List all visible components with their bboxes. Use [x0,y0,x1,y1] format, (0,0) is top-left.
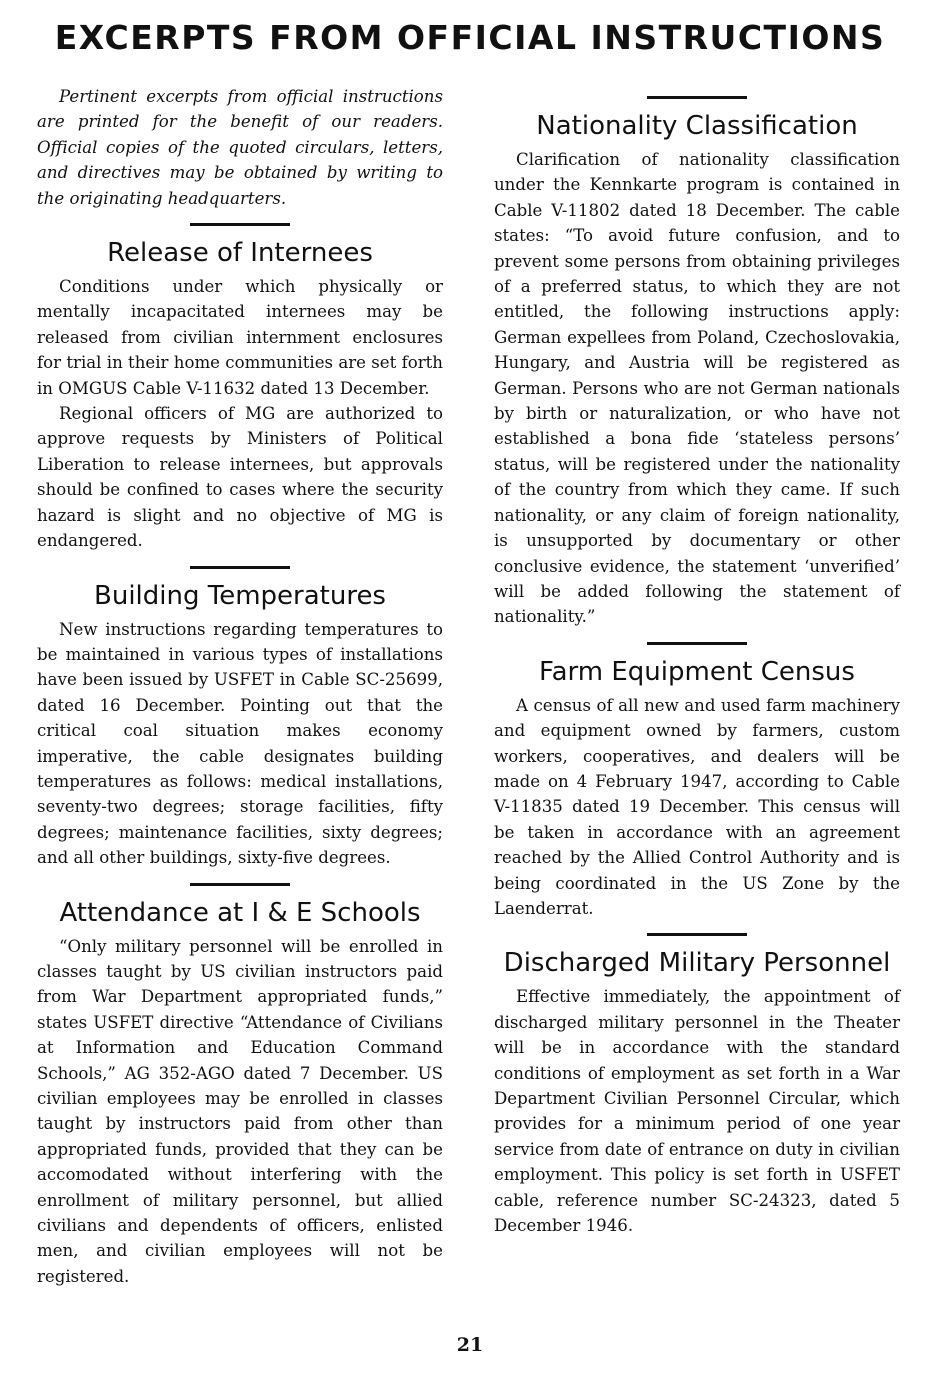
heading-discharged-military-personnel: Discharged Military Personnel [503,948,891,979]
paragraph: A census of all new and used farm machinery and equipment owned by farmers, custom workers, cooperatives, and dealers will be made on 4 February 1947, according to Cable V-11835 dated 19 December. This census will be taken in accordance with an agreement reached by the Allied Control Authority and is being coordinated in the US Zone by the Laenderrat. [494,695,900,918]
heading-attendance-at-ie-schools: Attendance at I & E Schools [59,897,421,928]
section-divider [647,933,747,936]
heading-nationality-classification: Nationality Classification [536,111,858,141]
heading-release-of-internees: Release of Internees [107,238,373,269]
section-divider [190,883,290,886]
paragraph: New instructions regarding temperatures to be maintained in various types of installations have been issued by USFET in Cable SC-25699, dated 16 December. Pointing out that the critical coal situation makes economy imperative, the cable designates building temperatures as follows: medical installations, seventy-two degrees; storage facilities, fifty degrees; maintenance facilities, sixty degrees; and all other buildings, sixty-five degrees. [37,619,443,868]
section-divider [190,566,290,569]
intro-paragraph: Pertinent excerpts from official instructions are printed for the benefit of our readers. Official copies of the quoted circulars, letters, and directives may be obtained by writing to the originating headquarters. [37,87,443,208]
right-column [494,84,900,1238]
heading-farm-equipment-census: Farm Equipment Census [539,656,855,687]
section-divider [190,223,290,226]
paragraph: Effective immediately, the appointment of discharged military personnel in the Theater will be in accordance with the standard conditions of employment as set forth in a War Department Civilian Personnel Circular, which provides for a minimum period of one year service from date of entrance on duty in civilian employment. This policy is set forth in USFET cable, reference number SC-24323, dated 5 December 1946. [494,987,900,1236]
left-column [37,84,443,1289]
page-title: EXCERPTS FROM OFFICIAL INSTRUCTIONS [54,18,886,57]
paragraph: Conditions under which physically or mentally incapacitated internees may be released from civilian internment enclosures for trial in their home communities are set forth in OMGUS Cable V-11632 dated 13 December. [37,277,443,398]
paragraph: “Only military personnel will be enrolled in classes taught by US civilian instructors paid from War Department appropriated funds,” states USFET directive “Attendance of Civilians at Information and Education Command Schools,” AG 352-AGO dated 7 December. US civilian employees may be enrolled in classes taught by instructors paid from other than appropriated funds, provided that they can be accomodated without interfering with the enrollment of military personnel, but allied civilians and dependents of officers, enlisted men, and civilian employees will not be registered. [37,936,443,1286]
section-divider [647,642,747,645]
heading-building-temperatures: Building Temperatures [94,580,386,611]
paragraph: Regional officers of MG are authorized to approve requests by Ministers of Political Liberation to release internees, but approvals should be confined to cases where the security hazard is slight and no objective of MG is endangered. [37,404,443,551]
page-number: 21 [456,1334,484,1356]
section-divider [647,96,747,99]
paragraph: Clarification of nationality classification under the Kennkarte program is contained in Cable V-11802 dated 18 December. The cable states: “To avoid future confusion, and to prevent some persons from obtaining privileges of a preferred status, to which they are not entitled, the following instructions apply: German expellees from Poland, Czechoslovakia, Hungary, and Austria will be registered as German. Persons who are not German nationals by birth or naturalization, or who have not established a bona fide ‘stateless persons’ status, will be registered under the nationality of the country from which they came. If such nationality, or any claim of foreign nationality, is unsupported by documentary or other conclusive evidence, the statement ‘unverified’ will be added following the statement of nationality.” [494,150,900,627]
